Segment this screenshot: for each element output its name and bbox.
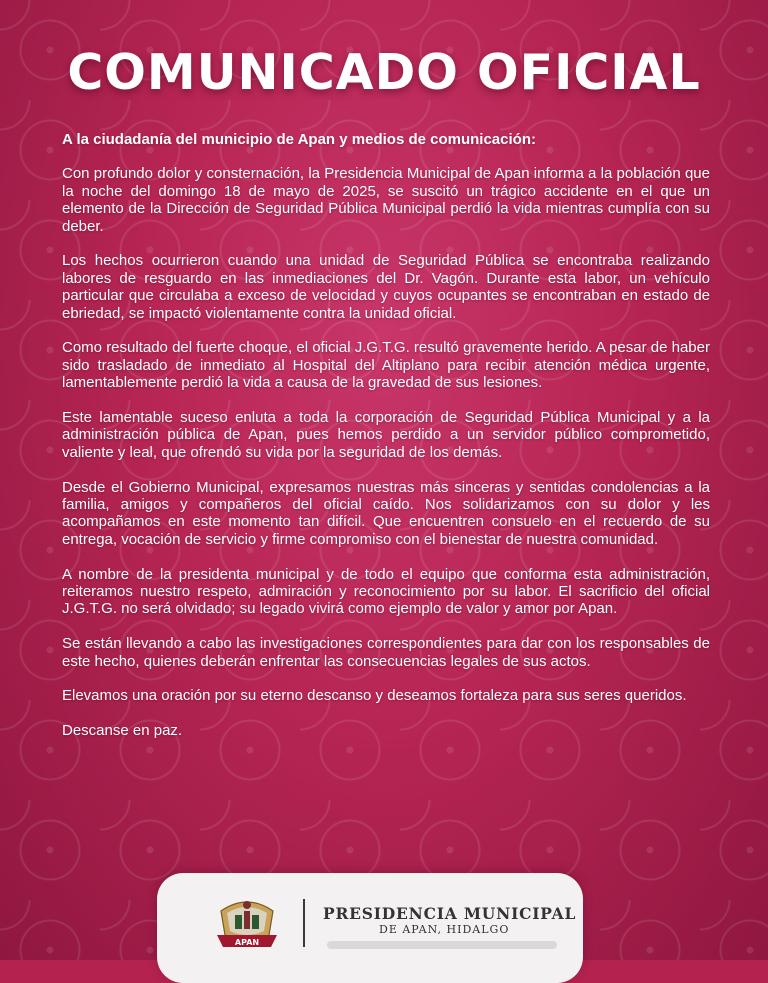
statement-body	[62, 131, 710, 757]
paragraph: Este lamentable suceso enluta a toda la corporación de Seguridad Pública Municipal y a la administración pública de Apan, pues hemos perdido a un servidor público comprometido, valiente y leal, que ofrendó su vida por la seguridad de los demás.	[62, 409, 710, 461]
paragraph: Elevamos una oración por su eterno descanso y deseamos fortaleza para sus seres queridos.	[62, 687, 687, 705]
paragraph: A nombre de la presidenta municipal y de todo el equipo que conforma esta administración, reiteramos nuestro respeto, admiración y reconocimiento por su labor. El sacrificio del oficial J.G.T.G. no será olvidado; su legado vivirá como ejemplo de valor y amor por Apan.	[62, 565, 710, 618]
salutation: A la ciudadanía del municipio de Apan y medios de comunicación:	[62, 131, 536, 148]
paragraph: Descanse en paz.	[62, 722, 183, 740]
paragraph: Los hechos ocurrieron cuando una unidad de Seguridad Pública se encontraba realizando labores de resguardo en las inmediaciones del Dr. Vagón. Durante esta labor, un vehículo particular que circulaba a exceso de velocidad y cuyos ocupantes se encontraban en estado de ebriedad, se impactó violentamente contra la unidad oficial.	[62, 252, 710, 322]
organization-name: PRESIDENCIA MUNICIPAL	[323, 904, 577, 923]
paragraph: Se están llevando a cabo las investigaciones correspondientes para dar con los responsables de este hecho, quienes deberán enfrentar las consecuencias legales de sus actos.	[62, 635, 710, 670]
page-title: COMUNICADO OFICIAL	[67, 44, 701, 101]
blurred-tagline	[327, 941, 557, 949]
organization-location: DE APAN, HIDALGO	[379, 923, 510, 936]
municipal-crest-icon	[211, 891, 283, 953]
paragraph: Con profundo dolor y consternación, la Presidencia Municipal de Apan informa a la población que la noche del domingo 18 de mayo de 2025, se suscitó un trágico accidente en el que un elemento de la Dirección de Seguridad Pública Municipal perdió la vida mientras cumplía con su deber.	[62, 165, 710, 235]
footer-logo-card	[157, 873, 583, 983]
crest-label: APAN	[234, 938, 260, 947]
paragraph: Desde el Gobierno Municipal, expresamos nuestras más sinceras y sentidas condolencias a la familia, amigos y compañeros del oficial caído. Nos solidarizamos con su dolor y les acompañamos en este momento tan difícil. Que encuentren consuelo en el recuerdo de su entrega, vocación de servicio y firme compromiso con el bienestar de nuestra comunidad.	[62, 478, 710, 548]
paragraph: Como resultado del fuerte choque, el oficial J.G.T.G. resultó gravemente herido. A pesar de haber sido trasladado de inmediato al Hospital del Altiplano para recibir atención médica urgente, lamentablemente perdió la vida a causa de la gravedad de sus lesiones.	[62, 339, 710, 392]
divider	[303, 899, 305, 947]
